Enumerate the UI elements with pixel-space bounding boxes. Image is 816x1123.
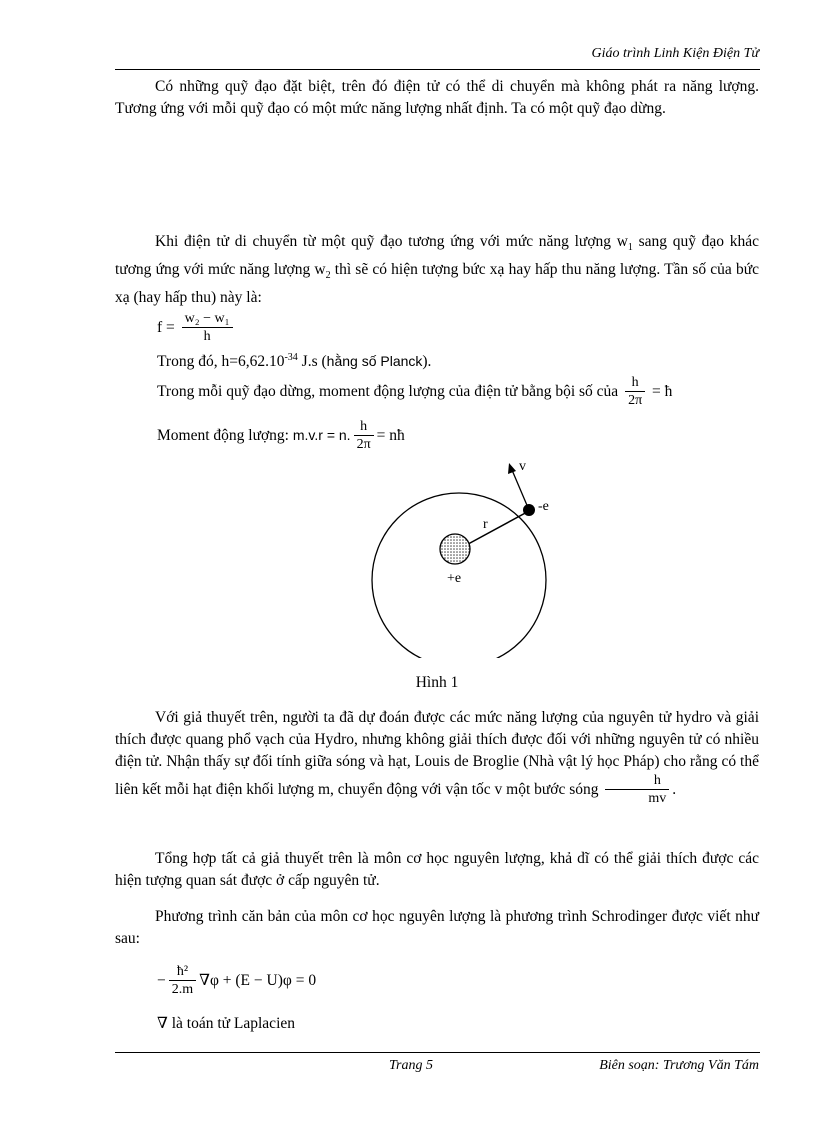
planck-constant-note: Trong đó, $h=6,62.10^{-34}$ J.s (hằng số Planck). [157, 352, 432, 371]
figure-caption: Hình 1 [415, 674, 459, 691]
header-title: Giáo trình Linh Kiện Điện Tử [591, 46, 759, 61]
paragraph-1: Có những quỹ đạo đặt biệt, trên đó điện tử có thể di chuyển mà không phát ra năng lượng. Tương ứng với mỗi quỹ đạo có một mức năng lượng nhất định. Ta có một quỹ đạo dừng. [115, 78, 759, 117]
footer-page-number: Trang 5 [389, 1058, 433, 1073]
formula-frequency: f = $\frac{\text{w₂ − w₁}}{h}$ [157, 311, 236, 346]
formula-angular-momentum-quantum: Trong mỗi quỹ đạo dừng, moment động lượng của điện tử bằng bội số của $\frac{h}{2\pi}$ = ħ [157, 375, 673, 408]
paragraph-5: Phương trình căn bản của môn cơ học nguyên lượng là phương trình Schrodinger được viết như sau: [115, 908, 759, 947]
nucleus [440, 534, 470, 564]
paragraph-3: Với giả thuyết trên, người ta đã dự đoán được các mức năng lượng của nguyên tử hydro và giải thích được quang phổ vạch của Hydro, nhưng không giải thích được đối với những nguyên tử có nhiều điện tử. Nhận thấy sự đối tính giữa sóng và hạt, Louis de Broglie (Nhà vật lý học Pháp) cho rằng có thể liên kết mỗi hạt điện khối lượng m, chuyển động với vận tốc v một bước sóng $\frac{h}{mv}$ . [115, 709, 759, 806]
velocity-vector [512, 470, 529, 510]
label-r: r [483, 517, 488, 532]
velocity-arrowhead [508, 463, 516, 474]
laplacian-note: ∇ là toán tử Laplacien [157, 1015, 296, 1032]
label-nucleus: +e [447, 571, 462, 586]
footer-rule [115, 1052, 760, 1053]
header-rule [115, 69, 760, 70]
label-v: v [519, 459, 526, 474]
formula-moment: Moment động lượng: m.v.r = n. $\frac{h}{2\pi}$ = nħ [157, 419, 405, 452]
paragraph-4: Tổng hợp tất cả giả thuyết trên là môn cơ học nguyên lượng, khả dĩ có thể giải thích được các hiện tượng quan sát được ở cấp nguyên tử. [115, 850, 759, 889]
label-electron: -e [538, 499, 549, 514]
atom-orbit-figure [360, 458, 560, 658]
footer-author: Biên soạn: Trương Văn Tám [599, 1058, 759, 1073]
formula-schrodinger: − $\frac{\text{ħ²}}{2.m}$ ∇φ + (E − U)φ = 0 [157, 964, 317, 997]
paragraph-2: Khi điện tử di chuyển từ một quỹ đạo tương ứng với mức năng lượng $w_1$ sang quỹ đạo khác tương ứng với mức năng lượng $w_2$ thì sẽ có hiện tượng bức xạ hay hấp thu năng lượng. Tần số của bức xạ (hay hấp thu) này là: [115, 233, 759, 307]
